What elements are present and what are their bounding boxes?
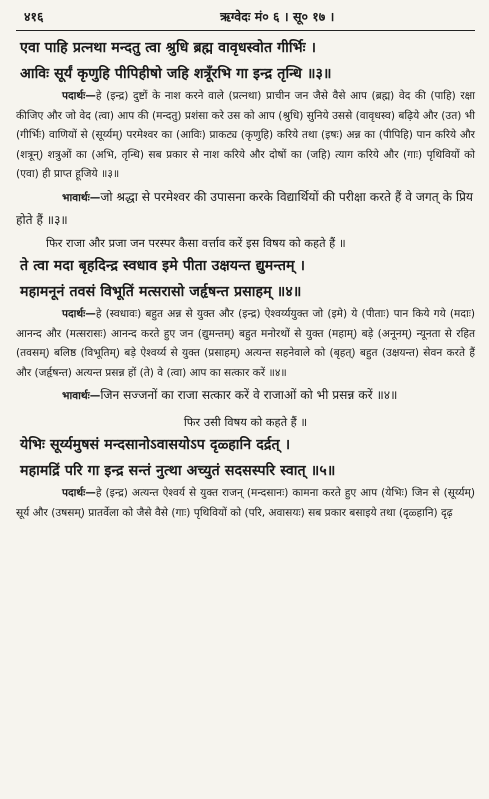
padarth-3 — [16, 87, 475, 185]
padarth-text: हे (इन्द्र) दुष्टों के नाश करने वाले (प्रत्नथा) प्राचीन जन जैसे वैसे आप (ब्रह्म) वेद की (पाहि) रक्षा कीजिए और जो वेद (त्वा) आप की (मन्दतु) प्रशंसा करे उस को आप (श्रुधि) सुनिये उससे (वावृधस्व) बढ़िये और (उत) भी (गीर्भिः) वाणियों से (सूर्य्यम्) परमेश्वर का (आविः) प्राकट्य (कृणुहि) करिये तथा (इषः) अन्न का (पीपिहि) पान करिये और (शत्रून्) शत्रुओं का (अभि, तृन्धि) सब प्रकार से नाश करिये और दोषों का (जहि) त्याग करिये और (गाः) पृथिवियों को (एवा) ही प्राप्त हूजिये ॥३॥ — [16, 90, 475, 181]
mantra-line: येभिः सूर्य्यमुषसं मन्दसानोऽवासयोऽप दृळ्हानि दर्द्रत् । — [20, 437, 291, 454]
bhavarth-4 — [16, 384, 475, 407]
padarth-4 — [16, 305, 475, 383]
mantra-line: महामनूनं तवसं विभूतिं मत्सरासो जर्हृषन्त प्रसाहम् ॥४॥ — [20, 283, 302, 300]
mantra-5 — [20, 432, 475, 484]
bhavarth-text: जो श्रद्धा से परमेश्वर की उपासना करके विद्यार्थियों की परीक्षा करते हैं वे जगत् के प्रिय होते हैं ॥३॥ — [16, 189, 473, 227]
page-number: ४१६ — [24, 9, 44, 24]
intro-4: फिर राजा और प्रजा जन परस्पर कैसा वर्त्ताव करें इस विषय को कहते हैं ॥ — [46, 235, 346, 250]
page-header — [16, 8, 475, 30]
padarth-text: हे (इन्द्र) अत्यन्त ऐश्वर्य से युक्त राजन् (मन्दसानः) कामना करते हुए आप (येभिः) जिन से (सूर्य्यम्) सूर्य और (उषसम्) प्रातर्वेला को जैसे वैसे (गाः) पृथिवियों को (परि, अवासयः) सब प्रकार बसाइये तथा (दृळ्हानि) दृढ़ — [16, 487, 475, 519]
mantra-4 — [20, 253, 475, 305]
bhavarth-3 — [16, 186, 475, 231]
padarth-label: पदार्थः— — [62, 307, 96, 320]
mantra-3 — [20, 35, 475, 87]
intro-5: फिर उसी विषय को कहते हैं ॥ — [183, 415, 308, 430]
bhavarth-label: भावार्थः— — [62, 390, 101, 403]
mantra-line: महामद्रिं परि गा इन्द्र सन्तं नुत्था अच्युतं सदसस्परि स्वात् ॥५॥ — [20, 463, 336, 480]
padarth-5 — [16, 484, 475, 523]
bhavarth-label: भावार्थः— — [62, 191, 101, 204]
padarth-label: पदार्थः— — [62, 487, 96, 500]
mantra-line: एवा पाहि प्रत्नथा मन्दतु त्वा श्रुधि ब्रह्म वावृधस्वोत गीर्भिः । — [20, 40, 317, 56]
book-reference: ऋग्वेदः मं० ६ । सू० १७ । — [220, 9, 335, 24]
header-rule — [16, 30, 475, 31]
mantra-line: आविः सूर्यं कृणुहि पीपिहीषो जहि शत्रूँरभि गा इन्द्र तृन्धि ॥३॥ — [20, 66, 332, 82]
bhavarth-text: जिन सज्जनों का राजा सत्कार करें वे राजाओं को भी प्रसन्न करें ॥४॥ — [100, 388, 398, 403]
mantra-line: ते त्वा मदा बृहदिन्द्र स्वधाव इमे पीता उक्षयन्त द्युमन्तम् । — [20, 257, 306, 274]
padarth-label: पदार्थः— — [62, 90, 96, 102]
padarth-text: हे (स्वधावः) बहुत अन्न से युक्त और (इन्द्र) ऐश्वर्य्ययुक्त जो (इमे) ये (पीताः) पान किये गये (मदाः) आनन्द और (मत्सरासः) आनन्द करते हुए जन (द्युमन्तम्) बहुत मनोरथों से युक्त (महाम्) बड़े (अनूनम्) न्यूनता से रहित (तवसम्) बलिष्ठ (विभूतिम्) बड़े ऐश्वर्य्य से युक्त (प्रसाहम्) अत्यन्त सहनेवाले को (बृहत्) बहुत (उक्षयन्त) सेवन करते हैं और (जर्हृषन्त) अत्यन्त प्रसन्न हों (ते) वे (त्वा) आप का सत्कार करें ॥४॥ — [16, 307, 475, 379]
